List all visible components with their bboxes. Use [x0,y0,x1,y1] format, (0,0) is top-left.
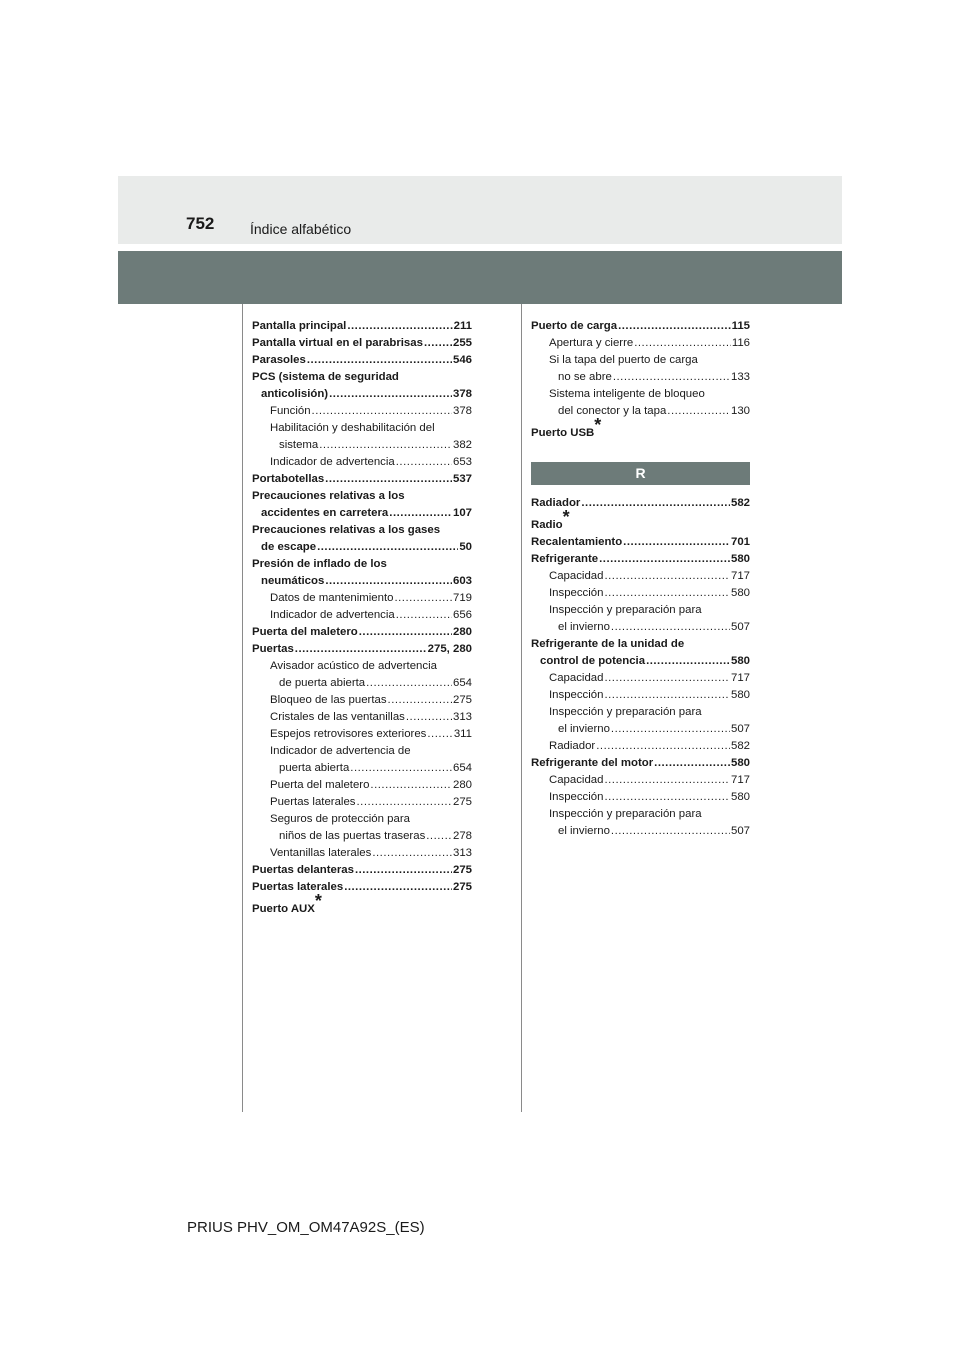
index-entry [252,471,472,488]
entry-label: Refrigerante de la unidad de [531,638,685,650]
entry-label: Inspección [549,791,604,803]
index-entry [531,789,750,806]
entry-label: Puerta del maletero [270,779,370,791]
entry-page-number: 280 [452,626,472,638]
index-entry [252,590,472,607]
entry-label: Avisador acústico de advertencia [270,660,437,672]
dot-leader [604,585,730,602]
index-entry [252,488,472,505]
dot-leader [634,335,731,352]
entry-label: Portabotellas [252,473,325,485]
dot-leader [325,573,452,590]
entry-label: Pantalla virtual en el parabrisas [252,337,423,349]
entry-page-number: 580 [730,655,750,667]
entry-label: de puerta abierta [279,677,366,689]
entry-label: accidentes en carretera [261,507,389,519]
entry-label: niños de las puertas traseras [279,830,426,842]
entry-label: Apertura y cierre [549,337,634,349]
entry-page-number: 116 [731,337,750,349]
index-entry [252,828,472,845]
entry-page-number: 275 [452,694,472,706]
entry-label: Inspección y preparación para [549,706,702,718]
asterisk-mark: * [594,415,602,435]
index-entry [252,811,472,828]
section-title: Índice alfabético [250,221,352,237]
index-entry [252,556,472,573]
dot-leader [372,845,452,862]
index-entry [531,619,750,636]
entry-page-number: 701 [730,536,750,548]
index-entry [252,505,472,522]
index-entry [252,760,472,777]
index-entry [252,641,472,658]
index-entry [531,568,750,585]
entry-label: Sistema inteligente de bloqueo [549,388,705,400]
entry-label: Indicador de advertencia de [270,745,411,757]
entry-label: el invierno [558,621,610,633]
entry-label: puerta abierta [279,762,350,774]
entry-page-number: 507 [730,621,750,633]
entry-page-number: 313 [452,847,472,859]
dot-leader [396,454,452,471]
entry-page-number: 378 [452,405,472,417]
entry-label: Puerto AUX [252,903,315,915]
entry-page-number: 50 [459,541,472,553]
header-bar [118,251,842,304]
entry-label: Cristales de las ventanillas [270,711,405,723]
entry-label: Parasoles [252,354,306,366]
entry-label: Puerto de carga [531,320,618,332]
entry-label: Puerta del maletero [252,626,358,638]
dot-leader [370,777,452,794]
entry-label: no se abre [558,371,612,383]
index-entry [531,585,750,602]
asterisk-mark: * [562,507,570,527]
entry-page-number: 313 [452,711,472,723]
index-entry [531,403,750,420]
index-entry [531,636,750,653]
entry-label: Pantalla principal [252,320,347,332]
entry-page-number: 507 [730,825,750,837]
entry-page-number: 311 [453,728,472,740]
dot-leader [394,590,452,607]
letter-heading: R [531,462,750,485]
entry-page-number: 580 [730,791,750,803]
entry-label: Presión de inflado de los [252,558,387,570]
index-entry [252,607,472,624]
dot-leader [427,726,452,743]
entry-label: Recalentamiento [531,536,623,548]
index-entry [252,352,472,369]
entry-label: Espejos retrovisores exteriores [270,728,427,740]
dot-leader [347,318,452,335]
entry-label: Precauciones relativas a los gases [252,524,441,536]
entry-label: PCS (sistema de seguridad [252,371,399,383]
entry-page-number: 717 [730,672,750,684]
dot-leader [618,318,731,335]
dot-leader [366,675,452,692]
index-entry [252,454,472,471]
index-entry [252,420,472,437]
index-entry [531,653,750,670]
entry-label: Precauciones relativas a los [252,490,405,502]
entry-page-number: 275 [452,796,472,808]
index-entry [252,369,472,386]
entry-label: Bloqueo de las puertas [270,694,387,706]
entry-page-number: 378 [452,388,472,400]
index-entry [531,318,750,335]
dot-leader [646,653,730,670]
index-entry [252,335,472,352]
dot-leader [295,641,427,658]
dot-leader [317,539,458,556]
dot-leader [325,471,452,488]
entry-label: Inspección [549,587,604,599]
index-entry [531,602,750,619]
dot-leader [604,789,730,806]
entry-label: Ventanillas laterales [270,847,372,859]
dot-leader [329,386,452,403]
entry-label: Puertas delanteras [252,864,354,876]
entry-label: Indicador de advertencia [270,456,395,468]
entry-page-number: 719 [452,592,472,604]
entry-label: Datos de mantenimiento [270,592,394,604]
page-number: 752 [186,214,215,233]
entry-page-number: 656 [452,609,472,621]
index-entry [252,522,472,539]
index-entry [252,658,472,675]
index-entry [252,318,472,335]
entry-page-number: 654 [452,762,472,774]
entry-label: Inspección [549,689,604,701]
index-entry [252,726,472,743]
index-entry [531,806,750,823]
index-entry [531,352,750,369]
entry-label: el invierno [558,723,610,735]
entry-label: del conector y la tapa [558,405,667,417]
entry-page-number: 275 [452,881,472,893]
entry-label: Indicador de advertencia [270,609,395,621]
dot-leader [388,692,452,709]
index-entry [531,551,750,568]
index-entry [531,755,750,772]
entry-label: Radiador [549,740,596,752]
entry-label: Refrigerante [531,553,599,565]
index-group-r [531,495,750,840]
index-entry [252,879,472,896]
entry-page-number: 654 [452,677,472,689]
index-entry [252,624,472,641]
entry-label: Capacidad [549,570,604,582]
entry-page-number: 507 [730,723,750,735]
index-entry [531,534,750,551]
entry-page-number: 107 [452,507,472,519]
index-entry [252,539,472,556]
index-entry [531,738,750,755]
dot-leader [581,495,730,512]
dot-leader [359,624,452,641]
entry-label: control de potencia [540,655,646,667]
entry-page-number: 133 [730,371,750,383]
entry-page-number: 580 [730,553,750,565]
entry-page-number: 603 [452,575,472,587]
dot-leader [426,828,452,845]
dot-leader [350,760,452,777]
dot-leader [307,352,452,369]
index-entry [252,862,472,879]
index-entry [531,772,750,789]
dot-leader [611,823,730,840]
entry-label: Capacidad [549,774,604,786]
entry-label: anticolisión) [261,388,329,400]
entry-page-number: 115 [731,320,750,332]
entry-label: Habilitación y deshabilitación del [270,422,435,434]
entry-label: Inspección y preparación para [549,604,702,616]
dot-leader [604,687,730,704]
index-entry [252,386,472,403]
dot-leader [611,619,730,636]
entry-page-number: 275 [452,864,472,876]
index-entry [252,777,472,794]
dot-leader [389,505,452,522]
dot-leader [406,709,452,726]
dot-leader [396,607,452,624]
entry-label: Si la tapa del puerto de carga [549,354,698,366]
dot-leader [319,437,452,454]
entry-label: Puertas laterales [270,796,356,808]
entry-page-number: 580 [730,757,750,769]
middle-column-rule [521,304,522,1112]
index-entry [252,675,472,692]
entry-page-number: 275, 280 [427,643,472,655]
index-entry [531,369,750,386]
entry-page-number: 382 [452,439,472,451]
dot-leader [424,335,452,352]
index-entry [531,335,750,352]
dot-leader [604,772,730,789]
index-entry [531,721,750,738]
index-entry [531,670,750,687]
index-column-right [531,318,750,840]
entry-page-number: 280 [452,779,472,791]
entry-page-number: 537 [452,473,472,485]
entry-label: Capacidad [549,672,604,684]
entry-page-number: 582 [730,740,750,752]
entry-label: el invierno [558,825,610,837]
index-entry [531,823,750,840]
document-code: PRIUS PHV_OM_OM47A92S_(ES) [187,1219,425,1236]
entry-label: Radiador [531,497,581,509]
entry-label: Puertas [252,643,294,655]
left-column-rule [242,304,243,1112]
index-entry [252,403,472,420]
index-entry [252,573,472,590]
entry-label: Puertas laterales [252,881,344,893]
index-entry [252,743,472,760]
dot-leader [623,534,730,551]
asterisk-mark: * [314,891,322,911]
index-entry [252,794,472,811]
index-entry [252,891,472,918]
index-entry [531,507,750,534]
entry-page-number: 546 [452,354,472,366]
index-entry [252,709,472,726]
entry-page-number: 717 [730,570,750,582]
index-entry [531,415,750,442]
dot-leader [596,738,730,755]
dot-leader [356,794,452,811]
index-entry [252,437,472,454]
entry-label: Radio [531,519,563,531]
entry-label: Función [270,405,311,417]
entry-page-number: 653 [452,456,472,468]
entry-label: Refrigerante del motor [531,757,654,769]
entry-label: Inspección y preparación para [549,808,702,820]
dot-leader [613,369,730,386]
index-group-p-continued [531,318,750,442]
entry-page-number: 130 [730,405,750,417]
index-entry [252,692,472,709]
entry-page-number: 582 [730,497,750,509]
index-entry [531,704,750,721]
entry-label: Puerto USB [531,427,595,439]
entry-page-number: 717 [730,774,750,786]
entry-label: de escape [261,541,317,553]
entry-page-number: 580 [730,689,750,701]
dot-leader [654,755,730,772]
dot-leader [344,879,452,896]
entry-page-number: 211 [453,320,472,332]
entry-page-number: 580 [730,587,750,599]
index-column-left [252,318,472,918]
dot-leader [599,551,730,568]
entry-label: Seguros de protección para [270,813,410,825]
index-entry [252,845,472,862]
dot-leader [604,568,730,585]
index-entry [531,687,750,704]
dot-leader [611,721,730,738]
dot-leader [355,862,452,879]
dot-leader [604,670,730,687]
entry-page-number: 278 [452,830,472,842]
entry-label: sistema [279,439,319,451]
dot-leader [667,403,730,420]
entry-page-number: 255 [452,337,472,349]
index-entry [531,386,750,403]
entry-label: neumáticos [261,575,325,587]
header-band [118,176,842,244]
dot-leader [312,403,452,420]
